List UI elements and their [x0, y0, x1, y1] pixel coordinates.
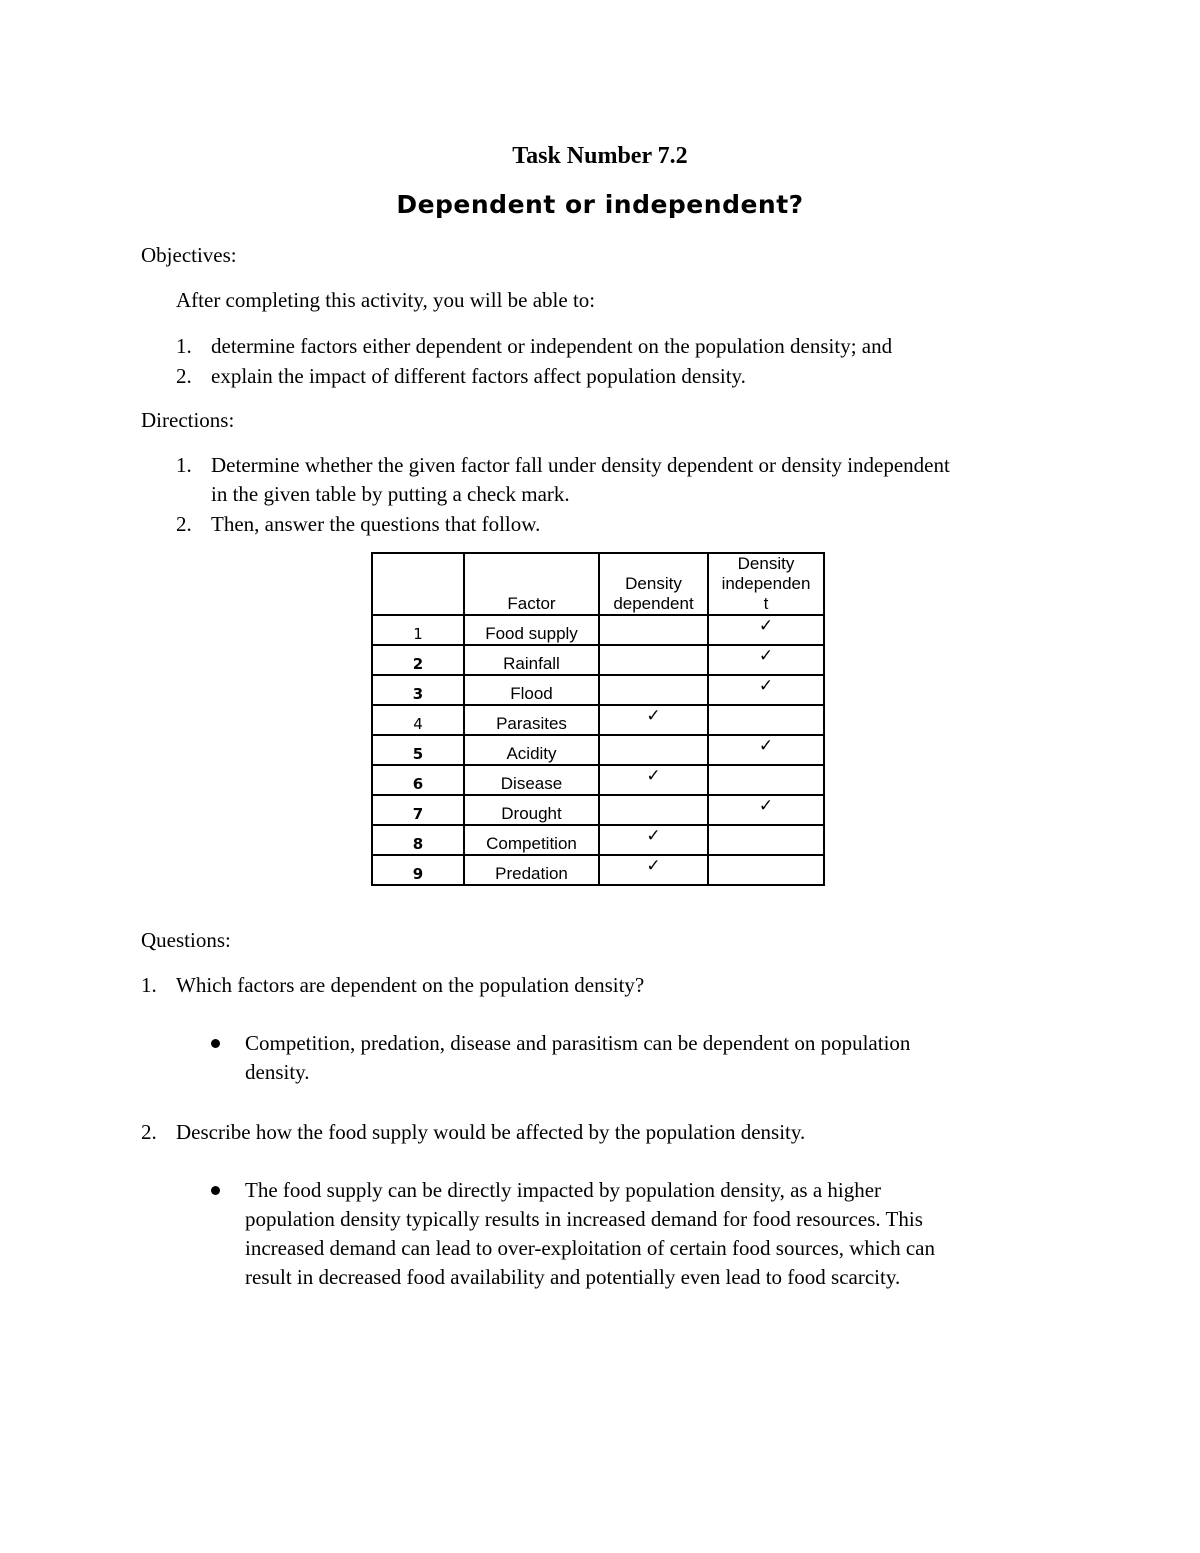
page-title: Dependent or independent?: [396, 190, 804, 219]
question-number: 2.: [141, 1120, 157, 1144]
direction-text: Determine whether the given factor fall under density dependent or density independent: [211, 453, 950, 477]
row-index-label: 2: [412, 655, 424, 673]
row-index: [372, 735, 464, 765]
bullet-icon: [211, 1039, 220, 1048]
check-mark-icon: ✓: [646, 706, 661, 725]
task-number-heading: Task Number 7.2: [512, 143, 688, 169]
header-index-cell: [372, 553, 464, 615]
check-mark-icon: ✓: [758, 736, 774, 755]
row-index-label: 6: [412, 775, 424, 793]
factor-cell: Acidity: [464, 735, 599, 765]
independent-cell: [708, 855, 824, 885]
answer-line: result in decreased food availability and potentially even lead to food scarcity.: [245, 1265, 901, 1289]
table-row: [372, 705, 824, 735]
row-index-label: 8: [412, 835, 424, 853]
question-text: Which factors are dependent on the population density?: [176, 973, 645, 997]
check-mark-icon: ✓: [758, 676, 774, 695]
direction-text-continued: in the given table by putting a check mark.: [211, 482, 570, 506]
table-row: [372, 675, 824, 705]
check-mark-icon: ✓: [646, 856, 661, 875]
table-row: [372, 615, 824, 645]
independent-cell: [708, 735, 824, 765]
direction-text: Then, answer the questions that follow.: [211, 512, 541, 536]
bullet-icon: [211, 1186, 220, 1195]
question-number: 1.: [141, 973, 157, 997]
factor-cell: Drought: [464, 795, 599, 825]
check-mark-icon: ✓: [646, 826, 661, 845]
dependent-cell: [599, 825, 708, 855]
factor-cell: Competition: [464, 825, 599, 855]
question-text: Describe how the food supply would be affected by the population density.: [176, 1120, 806, 1144]
dependent-cell: [599, 795, 708, 825]
table-row: [372, 795, 824, 825]
independent-cell: [708, 675, 824, 705]
row-index: [372, 645, 464, 675]
row-index: [372, 825, 464, 855]
table-row: [372, 645, 824, 675]
dependent-cell: [599, 645, 708, 675]
factor-cell: Parasites: [464, 705, 599, 735]
check-mark-icon: ✓: [758, 646, 774, 665]
table-row: [372, 855, 824, 885]
questions-heading: Questions:: [141, 928, 231, 952]
answer-line: Competition, predation, disease and parasitism can be dependent on population: [245, 1031, 911, 1055]
dependent-cell: [599, 675, 708, 705]
objective-text: explain the impact of different factors affect population density.: [211, 364, 746, 388]
independent-cell: [708, 705, 824, 735]
dependent-cell: [599, 855, 708, 885]
header-density-dependent: [599, 553, 708, 615]
independent-cell: [708, 645, 824, 675]
factor-cell: Disease: [464, 765, 599, 795]
objective-number: 2.: [176, 364, 192, 388]
row-index-label: 7: [412, 805, 424, 823]
table-row: [372, 735, 824, 765]
row-index-label: 4: [413, 715, 423, 733]
answer-line: increased demand can lead to over-exploitation of certain food sources, which can: [245, 1236, 935, 1260]
direction-number: 2.: [176, 512, 192, 536]
row-index-label: 1: [413, 625, 423, 643]
header-independent-line1: Density: [737, 554, 795, 573]
dependent-cell: [599, 765, 708, 795]
row-index-label: 9: [412, 865, 424, 883]
row-index: [372, 615, 464, 645]
directions-heading: Directions:: [141, 408, 235, 432]
row-index-label: 3: [412, 685, 424, 703]
header-factor-label: Factor: [507, 594, 556, 613]
objective-text: determine factors either dependent or independent on the population density; and: [211, 334, 893, 358]
answer-line: The food supply can be directly impacted by population density, as a higher: [245, 1178, 882, 1202]
factor-cell: Flood: [464, 675, 599, 705]
header-dependent-line1: Density: [625, 574, 682, 593]
header-density-independent: [708, 553, 824, 615]
independent-cell: [708, 765, 824, 795]
header-dependent-line2: dependent: [613, 594, 694, 613]
table-row: [372, 825, 824, 855]
objective-number: 1.: [176, 334, 192, 358]
factors-table: [371, 552, 825, 886]
row-index: [372, 765, 464, 795]
check-mark-icon: ✓: [758, 616, 774, 635]
dependent-cell: [599, 735, 708, 765]
answer-line: population density typically results in increased demand for food resources. This: [245, 1207, 923, 1231]
header-independent-line3: t: [763, 594, 769, 613]
row-index: [372, 795, 464, 825]
independent-cell: [708, 795, 824, 825]
table-row: [372, 765, 824, 795]
check-mark-icon: ✓: [646, 766, 661, 785]
dependent-cell: [599, 705, 708, 735]
factor-cell: Food supply: [464, 615, 599, 645]
answer-line: density.: [245, 1060, 310, 1084]
row-index: [372, 705, 464, 735]
independent-cell: [708, 825, 824, 855]
row-index-label: 5: [412, 745, 424, 763]
row-index: [372, 675, 464, 705]
objectives-intro: After completing this activity, you will be able to:: [176, 288, 596, 312]
independent-cell: [708, 615, 824, 645]
dependent-cell: [599, 615, 708, 645]
factor-cell: Rainfall: [464, 645, 599, 675]
objectives-heading: Objectives:: [141, 243, 237, 267]
direction-number: 1.: [176, 453, 192, 477]
check-mark-icon: ✓: [758, 796, 774, 815]
header-factor: [464, 553, 599, 615]
table-header-row: [372, 553, 824, 615]
factor-cell: Predation: [464, 855, 599, 885]
header-independent-line2: independen: [721, 574, 811, 593]
row-index: [372, 855, 464, 885]
